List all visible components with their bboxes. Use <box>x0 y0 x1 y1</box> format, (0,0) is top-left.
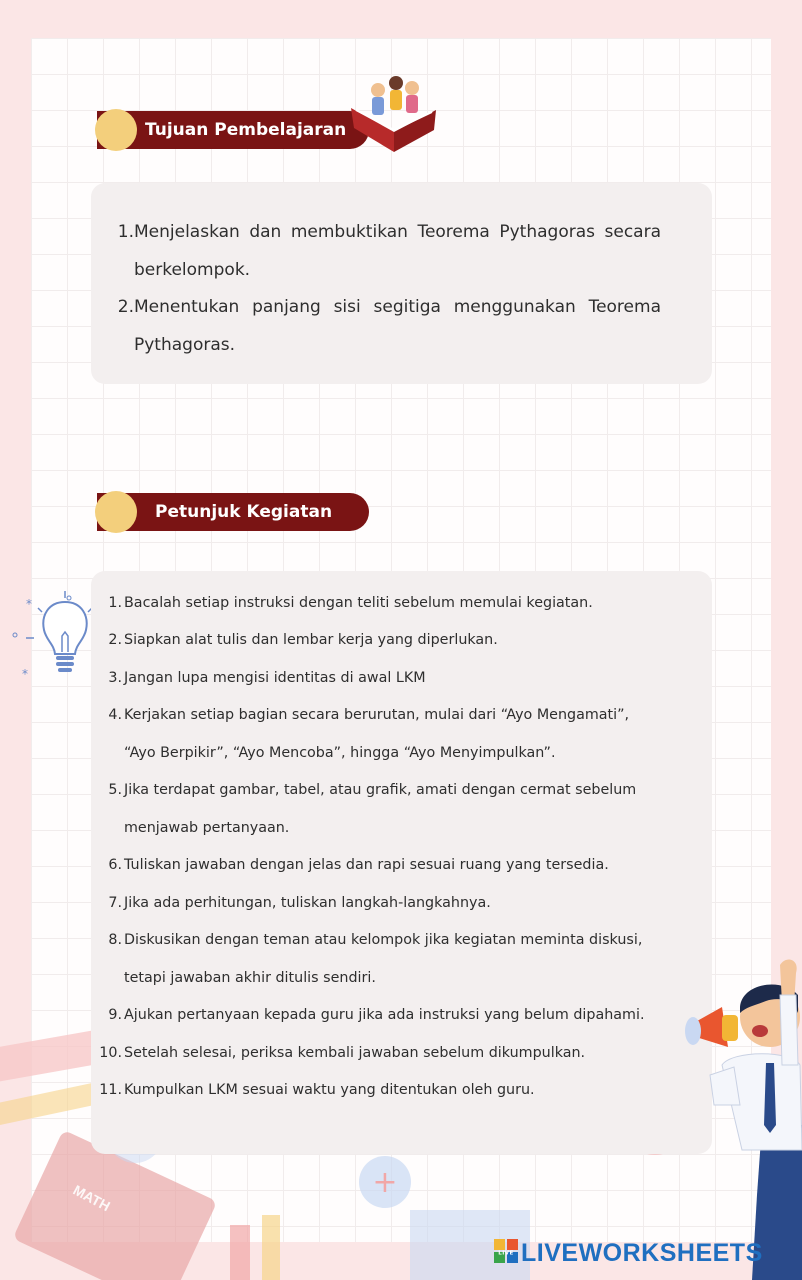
objective-item <box>117 214 661 289</box>
notebook-label: MATH <box>70 1181 113 1215</box>
instruction-item <box>108 660 694 698</box>
instruction-number: 8. <box>108 932 122 948</box>
instruction-text: Ajukan pertanyaan kepada guru jika ada instruksi yang belum dipahami. <box>124 1007 645 1023</box>
brand-text: LIVEWORKSHEETS <box>521 1239 763 1267</box>
instruction-number: 5. <box>108 782 122 798</box>
instruction-text: Tuliskan jawaban dengan jelas dan rapi sesuai ruang yang tersedia. <box>124 857 609 873</box>
instructions-header <box>97 493 369 531</box>
instruction-item <box>108 622 694 660</box>
instruction-number: 6. <box>108 857 122 873</box>
instructions-box <box>91 571 712 1154</box>
instruction-text-continued: tetapi jawaban akhir ditulis sendiri. <box>124 969 376 986</box>
instruction-number: 2. <box>108 632 122 648</box>
objectives-header <box>97 111 369 149</box>
objective-item <box>117 289 661 364</box>
instruction-text-continued: menjawab pertanyaan. <box>124 819 290 836</box>
instruction-text: Kerjakan setiap bagian secara berurutan, mulai dari “Ayo Mengamati”, <box>124 707 630 723</box>
objectives-box <box>91 183 712 384</box>
instruction-text: Jangan lupa mengisi identitas di awal LKM <box>124 669 426 686</box>
liveworksheets-logo <box>494 1239 794 1273</box>
instruction-text: Kumpulkan LKM sesuai waktu yang ditentukan oleh guru. <box>124 1082 535 1098</box>
live-logo-icon <box>494 1239 518 1263</box>
cup-decoration <box>230 1225 250 1280</box>
objectives-title: Tujuan Pembelajaran <box>145 120 347 140</box>
objective-number: 2. <box>117 297 134 317</box>
objective-text: Menjelaskan dan membuktikan Teorema Pythagoras secara berkelompok. <box>134 222 661 280</box>
instruction-item <box>99 1072 694 1110</box>
children-reading-book-icon <box>346 70 441 155</box>
instruction-text: Siapkan alat tulis dan lembar kerja yang diperlukan. <box>124 632 498 648</box>
instruction-number: 7. <box>108 894 122 911</box>
instruction-number: 4. <box>108 707 122 723</box>
instruction-number: 1. <box>108 594 122 611</box>
instructions-title: Petunjuk Kegiatan <box>155 502 333 522</box>
instruction-item <box>108 847 694 885</box>
live-badge-text: LIVE <box>498 1250 514 1257</box>
instruction-item <box>99 1035 694 1073</box>
instruction-item <box>108 997 694 1035</box>
objective-text: Menentukan panjang sisi segitiga menggunakan Teorema Pythagoras. <box>134 297 661 355</box>
instruction-number: 10. <box>99 1044 122 1061</box>
objective-number: 1. <box>117 222 134 242</box>
instruction-item <box>108 885 694 923</box>
instruction-item <box>108 922 694 997</box>
plus-symbol: + <box>372 1165 398 1200</box>
svg-text:*: * <box>22 667 28 681</box>
instruction-text: Bacalah setiap instruksi dengan teliti sebelum memulai kegiatan. <box>124 594 593 611</box>
instruction-text: Setelah selesai, periksa kembali jawaban sebelum dikumpulkan. <box>124 1044 586 1061</box>
instruction-item <box>108 585 694 623</box>
instruction-number: 9. <box>108 1007 122 1023</box>
instruction-number: 11. <box>99 1082 122 1098</box>
instruction-text-continued: “Ayo Berpikir”, “Ayo Mencoba”, hingga “Ayo Menyimpulkan”. <box>124 744 556 761</box>
header-dot-icon <box>95 109 137 151</box>
svg-text:*: * <box>26 597 32 611</box>
instruction-item <box>108 697 694 772</box>
instruction-text: Jika terdapat gambar, tabel, atau grafik, amati dengan cermat sebelum <box>124 782 637 798</box>
instructions-list <box>99 585 694 1110</box>
instruction-number: 3. <box>108 669 122 686</box>
header-dot-icon <box>95 491 137 533</box>
objectives-list <box>117 214 661 364</box>
ruler-decoration <box>0 1030 102 1084</box>
boy-with-megaphone-illustration <box>682 955 802 1280</box>
instruction-text: Diskusikan dengan teman atau kelompok jika kegiatan meminta diskusi, <box>124 932 643 948</box>
instruction-text: Jika ada perhitungan, tuliskan langkah-langkahnya. <box>124 894 491 911</box>
instruction-item <box>108 772 694 847</box>
cup-decoration-2 <box>262 1215 280 1280</box>
